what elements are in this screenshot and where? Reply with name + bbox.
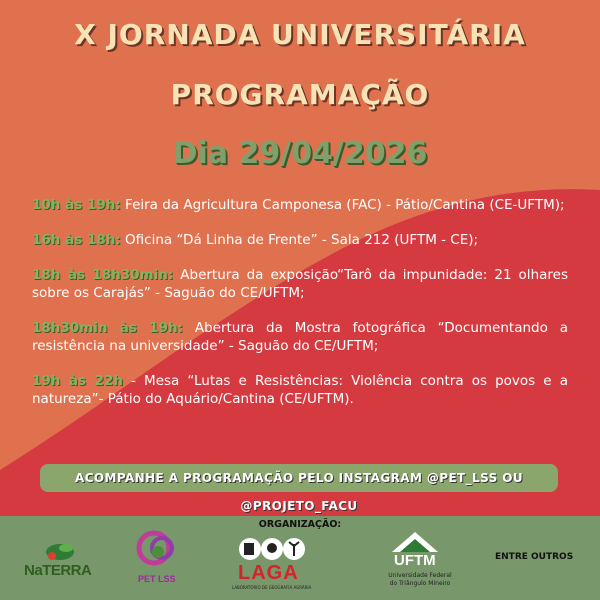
laga-logo-text: LAGA — [238, 562, 299, 584]
pet-lss-logo-text: PET LSS — [138, 574, 176, 584]
schedule-item — [32, 266, 568, 302]
leaf-icon — [40, 540, 80, 562]
uftm-logo — [380, 530, 460, 594]
schedule-item — [32, 196, 568, 214]
schedule-item — [32, 231, 568, 249]
schedule-description: Feira da Agricultura Camponesa (FAC) - Pátio/Cantina (CE-UFTM); — [120, 197, 565, 213]
schedule-description: - Mesa “Lutas e Resistências: Violência contra os povos e a natureza”- Pátio do Aquário/Cantina (CE/UFTM). — [32, 373, 568, 407]
laga-subtitle: LABORATÓRIO DE GEOGRAFIA AGRÁRIA — [232, 585, 312, 590]
schedule-description: Abertura da exposição“Tarô da impunidade: 21 olhares sobre os Carajás” - Saguão do CE/UFTM; — [32, 267, 568, 301]
schedule-time: 18h às 18h30min: — [32, 267, 174, 283]
schedule-time: 18h30min às 19h: — [32, 320, 183, 336]
schedule-description: Abertura da Mostra fotográfica “Documentando a resistência na universidade” - Saguão do CE/UFTM; — [32, 320, 568, 354]
organization-label: ORGANIZAÇÃO: — [258, 519, 342, 530]
pet-lss-icon — [136, 528, 180, 568]
uftm-subtitle-2: do Triângulo Mineiro — [389, 580, 451, 587]
event-title: X JORNADA UNIVERSITÁRIA — [74, 18, 526, 51]
laga-emblem-icon — [236, 536, 306, 562]
naterra-logo-text: NaTERRA — [24, 562, 92, 579]
instagram-banner: ACOMPANHE A PROGRAMAÇÃO PELO INSTAGRAM @PET_LSS OU @PROJETO_FACU — [40, 464, 558, 492]
naterra-logo — [24, 540, 98, 580]
uftm-subtitle-1: Universidade Federal — [388, 572, 452, 579]
laga-logo — [232, 536, 312, 592]
schedule-list — [32, 196, 568, 425]
schedule-item — [32, 372, 568, 408]
schedule-description: Oficina “Dá Linha de Frente” - Sala 212 (UFTM - CE); — [120, 232, 479, 248]
program-heading: PROGRAMAÇÃO — [170, 78, 430, 111]
schedule-time: 16h às 18h: — [32, 232, 121, 248]
schedule-time: 19h às 22h — [32, 373, 123, 389]
uftm-emblem-icon — [390, 530, 440, 554]
schedule-item — [32, 319, 568, 355]
pet-lss-logo — [134, 528, 182, 590]
others-label: ENTRE OUTROS — [495, 552, 574, 562]
uftm-logo-text: UFTM — [394, 552, 436, 569]
schedule-time: 10h às 19h: — [32, 197, 121, 213]
event-date: Dia 29/04/2026 — [172, 136, 428, 171]
